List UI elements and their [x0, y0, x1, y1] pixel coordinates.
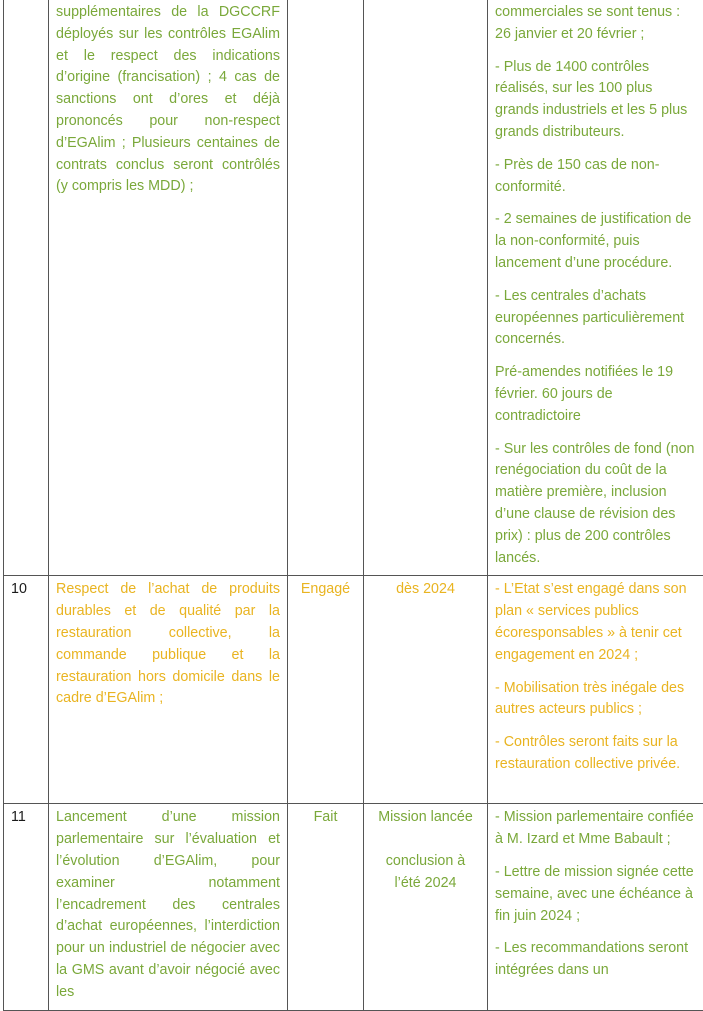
measure-description-cell: Respect de l’achat de produits durables et de qualité par la restauration collective, la commande publique et la restauration hors domicile dans le cadre d’EGAlim ; [49, 576, 288, 804]
timing-cell [364, 0, 488, 576]
table-row [4, 0, 703, 576]
comments-cell [488, 0, 703, 576]
spacer [371, 829, 480, 851]
measure-description-cell: supplémentaires de la DGCCRF déployés sur les contrôles EGAlim et le respect des indications d’origine (francisation) ; 4 cas de sanctions ont d’ores et déjà prononcés pour non-respect d’EGAlim ; Plusieurs centaines de contrats conclus seront contrôlés (y compris les MDD) ; [49, 0, 288, 576]
comment-paragraph: - Mobilisation très inégale des autres acteurs publics ; [495, 678, 699, 722]
comment-paragraph: - Mission parlementaire confiée à M. Izard et Mme Babault ; [495, 807, 699, 851]
row-number-cell: 10 [4, 576, 49, 804]
table-row [4, 804, 703, 1010]
comment-paragraph: - Les centrales d’achats européennes particulièrement concernés. [495, 286, 699, 351]
measures-table [3, 0, 703, 1011]
comment-paragraph: - Plus de 1400 contrôles réalisés, sur les 100 plus grands industriels et les 5 plus grands distributeurs. [495, 57, 699, 144]
status-cell [288, 0, 364, 576]
comment-paragraph: commerciales se sont tenus : 26 janvier et 20 février ; [495, 2, 699, 46]
comment-paragraph: - Près de 150 cas de non-conformité. [495, 155, 699, 199]
table-row [4, 576, 703, 804]
row-number-cell: 11 [4, 804, 49, 1010]
comments-cell [488, 804, 703, 1010]
status-cell: Engagé [288, 576, 364, 804]
timing-line: conclusion à l’été 2024 [371, 851, 480, 895]
measure-description-cell: Lancement d’une mission parlementaire sur l’évaluation et l’évolution d’EGAlim, pour examiner notamment l’encadrement des centrales d’achat européennes, l’interdiction pour un industriel de négocier avec la GMS avant d’avoir négocié avec les [49, 804, 288, 1010]
row-number-cell [4, 0, 49, 576]
comment-paragraph: - Les recommandations seront intégrées dans un [495, 938, 699, 982]
comment-paragraph: - 2 semaines de justification de la non-conformité, puis lancement d’une procédure. [495, 209, 699, 274]
timing-line: Mission lancée [371, 807, 480, 829]
status-cell: Fait [288, 804, 364, 1010]
comment-paragraph: Pré-amendes notifiées le 19 février. 60 jours de contradictoire [495, 362, 699, 427]
comment-paragraph: - Lettre de mission signée cette semaine, avec une échéance à fin juin 2024 ; [495, 862, 699, 927]
timing-cell: dès 2024 [364, 576, 488, 804]
comment-paragraph: - Sur les contrôles de fond (non renégociation du coût de la matière première, inclusion d’une clause de révision des prix) : plus de 200 contrôles lancés. [495, 439, 699, 570]
comments-cell [488, 576, 703, 804]
comment-paragraph: - L’Etat s’est engagé dans son plan « services publics écoresponsables » à tenir cet engagement en 2024 ; [495, 579, 699, 666]
comment-paragraph: - Contrôles seront faits sur la restauration collective privée. [495, 732, 699, 776]
timing-cell [364, 804, 488, 1010]
